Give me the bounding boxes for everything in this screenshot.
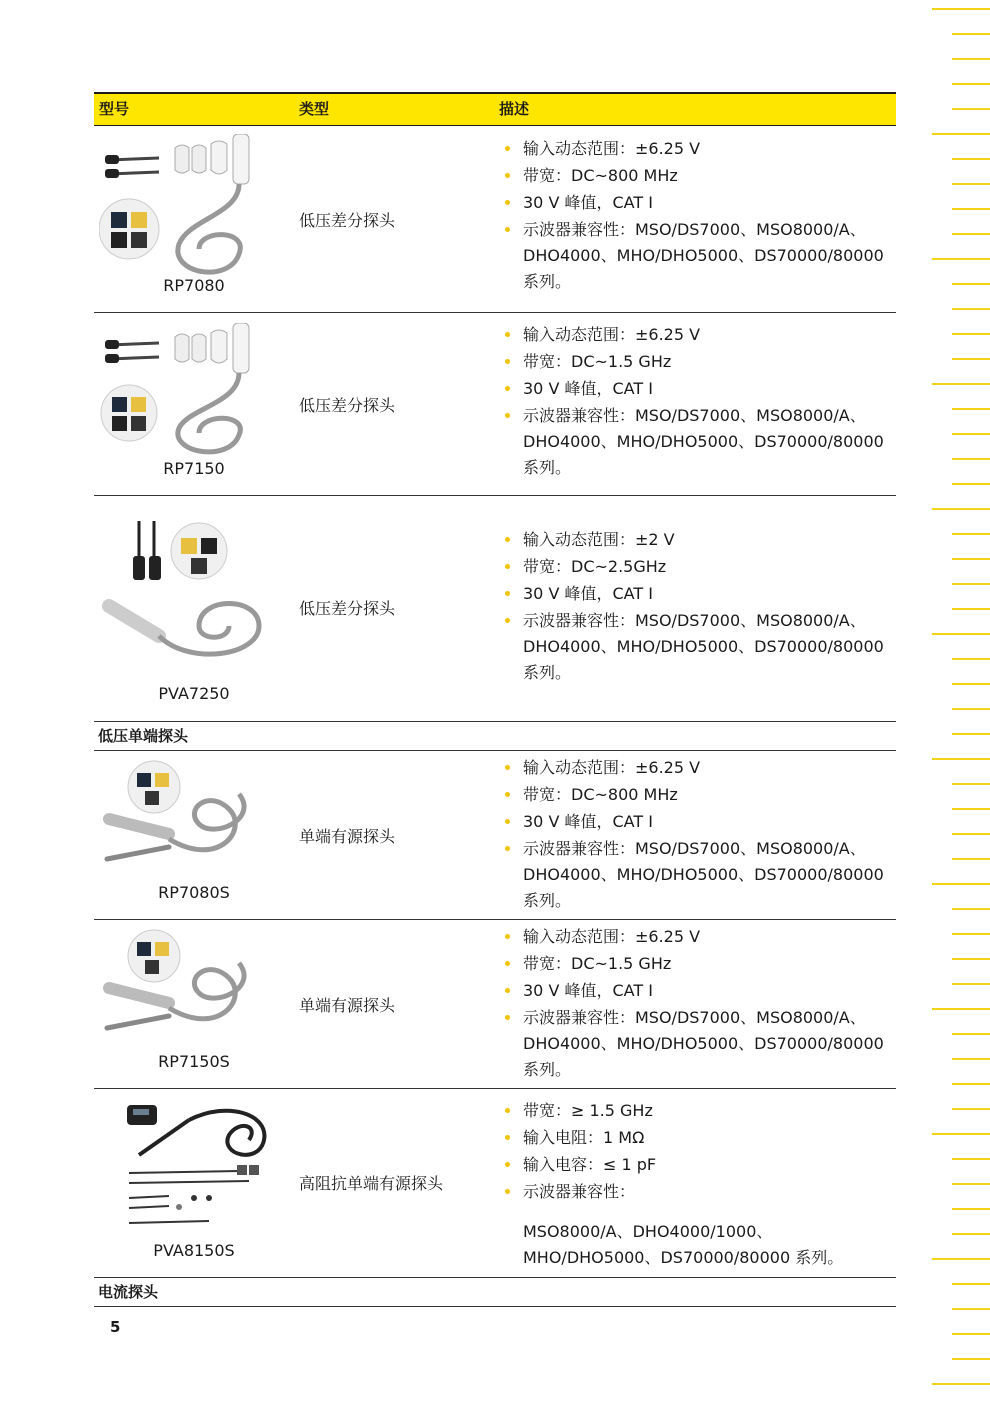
stripe-line	[952, 33, 990, 35]
bullet-continuation: MSO8000/A、DHO4000/1000、MHO/DHO5000、DS70000/80000 系列。	[523, 1222, 844, 1267]
bullet-item: 30 V 峰值，CAT I	[499, 978, 894, 1004]
stripe-line	[932, 758, 990, 760]
stripe-line	[952, 533, 990, 535]
stripe-line	[932, 1008, 990, 1010]
stripe-line	[952, 1358, 990, 1360]
stripe-line	[952, 858, 990, 860]
bullet-item: 带宽：DC~1.5 GHz	[499, 349, 894, 375]
stripe-line	[952, 458, 990, 460]
stripe-line	[952, 358, 990, 360]
stripe-line	[952, 833, 990, 835]
stripe-line	[952, 808, 990, 810]
bullet-item: 带宽：≥ 1.5 GHz	[499, 1098, 894, 1124]
stripe-line	[952, 1158, 990, 1160]
bullet-item: 带宽：DC~1.5 GHz	[499, 951, 894, 977]
table-row	[94, 313, 896, 496]
stripe-line	[952, 1058, 990, 1060]
stripe-line	[952, 183, 990, 185]
stripe-line	[952, 233, 990, 235]
bullet-item: 输入电阻：1 MΩ	[499, 1125, 894, 1151]
table-row	[94, 496, 896, 722]
stripe-line	[932, 508, 990, 510]
section-heading	[94, 1278, 896, 1307]
probe-type: 低压差分探头	[299, 211, 396, 230]
bullet-item: 30 V 峰值，CAT I	[499, 190, 894, 216]
stripe-line	[952, 908, 990, 910]
stripe-line	[952, 708, 990, 710]
table-row	[94, 751, 896, 920]
bullet-item: 输入动态范围：±6.25 V	[499, 924, 894, 950]
description	[499, 755, 894, 915]
stripe-line	[932, 1258, 990, 1260]
stripe-line	[952, 483, 990, 485]
model-name: RP7080	[163, 276, 225, 295]
header-description: 描述	[499, 100, 530, 118]
section-title: 低压单端探头	[98, 727, 189, 745]
bullet-item: 带宽：DC~800 MHz	[499, 163, 894, 189]
model-name: RP7080S	[158, 883, 230, 902]
probe-image	[99, 323, 289, 473]
stripe-line	[952, 1333, 990, 1335]
stripe-line	[952, 1233, 990, 1235]
bullet-item: 30 V 峰值，CAT I	[499, 581, 894, 607]
model-name: RP7150	[163, 459, 225, 478]
bullet-item: 示波器兼容性：	[499, 1179, 894, 1205]
stripe-line	[952, 958, 990, 960]
stripe-line	[952, 1183, 990, 1185]
stripe-line	[932, 258, 990, 260]
stripe-line	[952, 433, 990, 435]
stripe-line	[932, 633, 990, 635]
stripe-line	[952, 1033, 990, 1035]
bullet-item: 30 V 峰值，CAT I	[499, 376, 894, 402]
bullet-item: 示波器兼容性：MSO/DS7000、MSO8000/A、DHO4000、MHO/DHO5000、DS70000/80000 系列。	[499, 1005, 894, 1083]
stripe-line	[952, 408, 990, 410]
probe-type: 低压差分探头	[299, 599, 396, 618]
description	[499, 1098, 894, 1271]
stripe-line	[952, 1308, 990, 1310]
stripe-line	[952, 783, 990, 785]
stripe-line	[952, 683, 990, 685]
probe-image	[99, 134, 289, 294]
probe-image	[99, 759, 289, 879]
probe-type: 单端有源探头	[299, 996, 396, 1015]
stripe-line	[932, 1383, 990, 1385]
description	[499, 322, 894, 482]
stripe-line	[932, 1133, 990, 1135]
section-heading	[94, 722, 896, 751]
bullet-item: 输入动态范围：±6.25 V	[499, 136, 894, 162]
bullet-item: 30 V 峰值，CAT I	[499, 809, 894, 835]
bullet-item: 示波器兼容性：MSO/DS7000、MSO8000/A、DHO4000、MHO/DHO5000、DS70000/80000 系列。	[499, 836, 894, 914]
probe-type: 高阻抗单端有源探头	[299, 1174, 444, 1193]
stripe-line	[952, 283, 990, 285]
stripe-line	[952, 608, 990, 610]
model-name: PVA7250	[158, 684, 230, 703]
probe-type: 单端有源探头	[299, 827, 396, 846]
stripe-line	[952, 208, 990, 210]
stripe-line	[952, 108, 990, 110]
stripe-line	[952, 1108, 990, 1110]
bullet-item: 带宽：DC~2.5GHz	[499, 554, 894, 580]
bullet-item: 输入动态范围：±2 V	[499, 527, 894, 553]
stripe-line	[932, 383, 990, 385]
stripe-line	[952, 658, 990, 660]
bullet-item: 输入动态范围：±6.25 V	[499, 755, 894, 781]
table-row	[94, 920, 896, 1089]
header-type: 类型	[299, 100, 330, 118]
bullet-item: 示波器兼容性：MSO/DS7000、MSO8000/A、DHO4000、MHO/DHO5000、DS70000/80000 系列。	[499, 608, 894, 686]
probe-type: 低压差分探头	[299, 396, 396, 415]
probe-image	[99, 928, 289, 1048]
description	[499, 136, 894, 296]
bullet-item: 示波器兼容性：MSO/DS7000、MSO8000/A、DHO4000、MHO/DHO5000、DS70000/80000 系列。	[499, 217, 894, 295]
bullet-item: 示波器兼容性：MSO/DS7000、MSO8000/A、DHO4000、MHO/DHO5000、DS70000/80000 系列。	[499, 403, 894, 481]
probe-image	[99, 1095, 289, 1235]
probe-image	[99, 516, 289, 676]
stripe-line	[952, 933, 990, 935]
stripe-line	[932, 8, 990, 10]
stripe-line	[952, 333, 990, 335]
stripe-line	[932, 883, 990, 885]
stripe-line	[952, 1083, 990, 1085]
model-name: RP7150S	[158, 1052, 230, 1071]
stripe-line	[952, 1283, 990, 1285]
stripe-line	[952, 583, 990, 585]
description	[499, 924, 894, 1084]
table-row	[94, 1089, 896, 1278]
stripe-line	[932, 133, 990, 135]
stripe-line	[952, 1208, 990, 1210]
page-number: 5	[110, 1318, 121, 1336]
description	[499, 527, 894, 687]
stripe-line	[952, 308, 990, 310]
bullet-item: 带宽：DC~800 MHz	[499, 782, 894, 808]
stripe-line	[952, 158, 990, 160]
model-name: PVA8150S	[153, 1241, 235, 1260]
bullet-item: 输入动态范围：±6.25 V	[499, 322, 894, 348]
table-header	[94, 92, 896, 126]
stripe-line	[952, 83, 990, 85]
table-row	[94, 126, 896, 313]
stripe-line	[952, 58, 990, 60]
probe-table	[94, 92, 896, 1307]
decorative-stripes	[930, 0, 990, 1401]
section-title: 电流探头	[98, 1283, 159, 1301]
stripe-line	[952, 558, 990, 560]
header-model: 型号	[99, 100, 130, 118]
stripe-line	[952, 733, 990, 735]
bullet-item: 输入电容：≤ 1 pF	[499, 1152, 894, 1178]
stripe-line	[952, 983, 990, 985]
